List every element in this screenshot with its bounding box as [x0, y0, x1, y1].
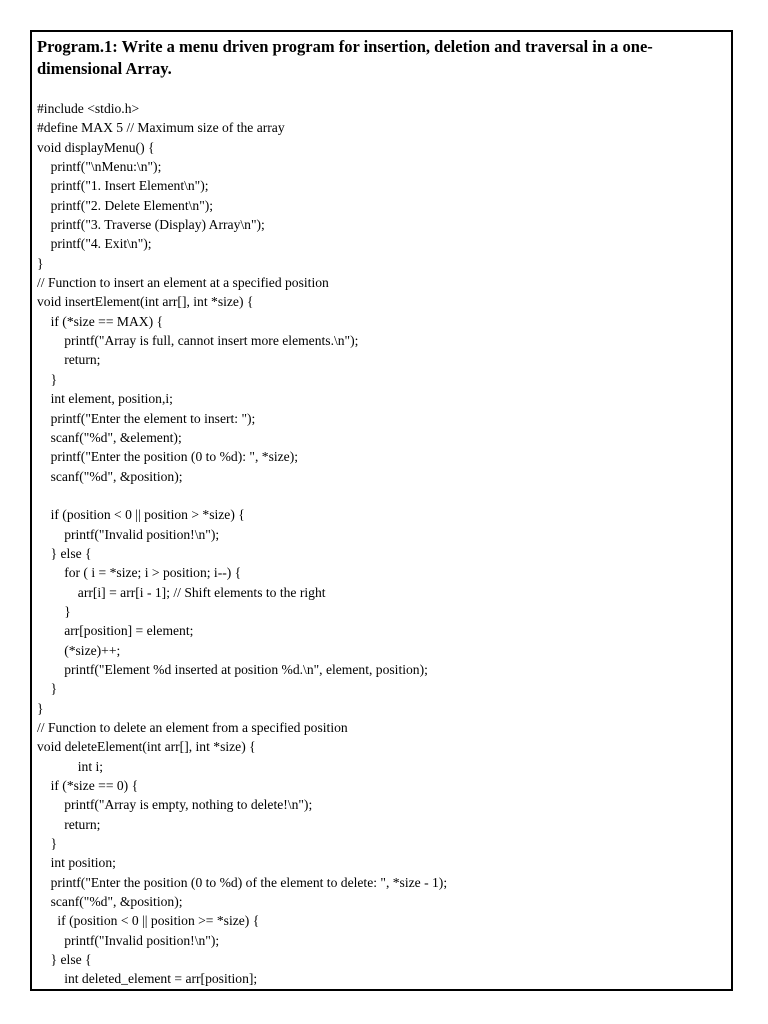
code-line: if (*size == MAX) {	[37, 313, 164, 329]
code-line: printf("Invalid position!\n");	[37, 526, 220, 542]
code-line: printf("Element %d inserted at position %d.\n", element, position);	[37, 661, 428, 677]
code-line: return;	[37, 816, 101, 832]
code-line: for ( i = *size; i > position; i--) {	[37, 565, 242, 581]
code-line: void insertElement(int arr[], int *size) {	[37, 294, 254, 310]
code-line: // Function to delete an element from a specified position	[37, 720, 348, 735]
code-line: (*size)++;	[37, 642, 121, 658]
code-listing	[37, 99, 729, 989]
document-frame	[30, 30, 733, 991]
program-title: Program.1: Write a menu driven program for insertion, deletion and traversal in a one-dimensional Array.	[37, 37, 653, 78]
code-line: }	[37, 681, 58, 697]
code-line: printf("Enter the position (0 to %d): ", *size);	[37, 449, 299, 465]
code-line: scanf("%d", &element);	[37, 429, 182, 445]
code-line: if (*size == 0) {	[37, 778, 139, 794]
code-line: scanf("%d", &position);	[37, 468, 183, 484]
code-line: printf("\nMenu:\n");	[37, 159, 162, 175]
code-line: // Function to insert an element at a specified position	[37, 275, 329, 291]
code-line: } else {	[37, 545, 92, 561]
code-line: printf("4. Exit\n");	[37, 236, 152, 252]
code-line: arr[position] = element;	[37, 623, 194, 639]
code-line: printf("Enter the element to insert: ");	[37, 410, 256, 426]
code-line: printf("Array is empty, nothing to delete!\n");	[37, 797, 313, 813]
code-line: }	[37, 371, 58, 387]
code-line: printf("3. Traverse (Display) Array\n");	[37, 217, 265, 233]
code-line: } else {	[37, 952, 92, 968]
code-line: #include <stdio.h>	[37, 101, 140, 116]
code-line: printf("1. Insert Element\n");	[37, 178, 209, 194]
code-line: if (position < 0 || position > *size) {	[37, 507, 245, 523]
code-line: printf("Array is full, cannot insert more elements.\n");	[37, 333, 359, 349]
code-line: printf("Invalid position!\n");	[37, 932, 220, 948]
code-line: int element, position,i;	[37, 391, 173, 407]
code-line	[37, 486, 729, 505]
code-line: }	[37, 836, 58, 852]
code-line: }	[37, 700, 44, 716]
code-line: arr[i] = arr[i - 1]; // Shift elements to the right	[37, 584, 326, 600]
code-line: int i;	[37, 758, 104, 774]
code-line: return;	[37, 352, 101, 368]
code-line: }	[37, 255, 44, 271]
code-line: void displayMenu() {	[37, 139, 155, 155]
code-line: printf("Enter the position (0 to %d) of the element to delete: ", *size - 1);	[37, 874, 448, 890]
code-line: int deleted_element = arr[position];	[37, 971, 258, 987]
code-line: printf("2. Delete Element\n");	[37, 197, 214, 213]
code-line: if (position < 0 || position >= *size) {	[37, 913, 260, 929]
code-line: int position;	[37, 855, 116, 871]
code-line: #define MAX 5 // Maximum size of the array	[37, 120, 285, 136]
code-line: }	[37, 603, 71, 619]
code-line: scanf("%d", &position);	[37, 894, 183, 910]
code-line: void deleteElement(int arr[], int *size) {	[37, 739, 256, 755]
